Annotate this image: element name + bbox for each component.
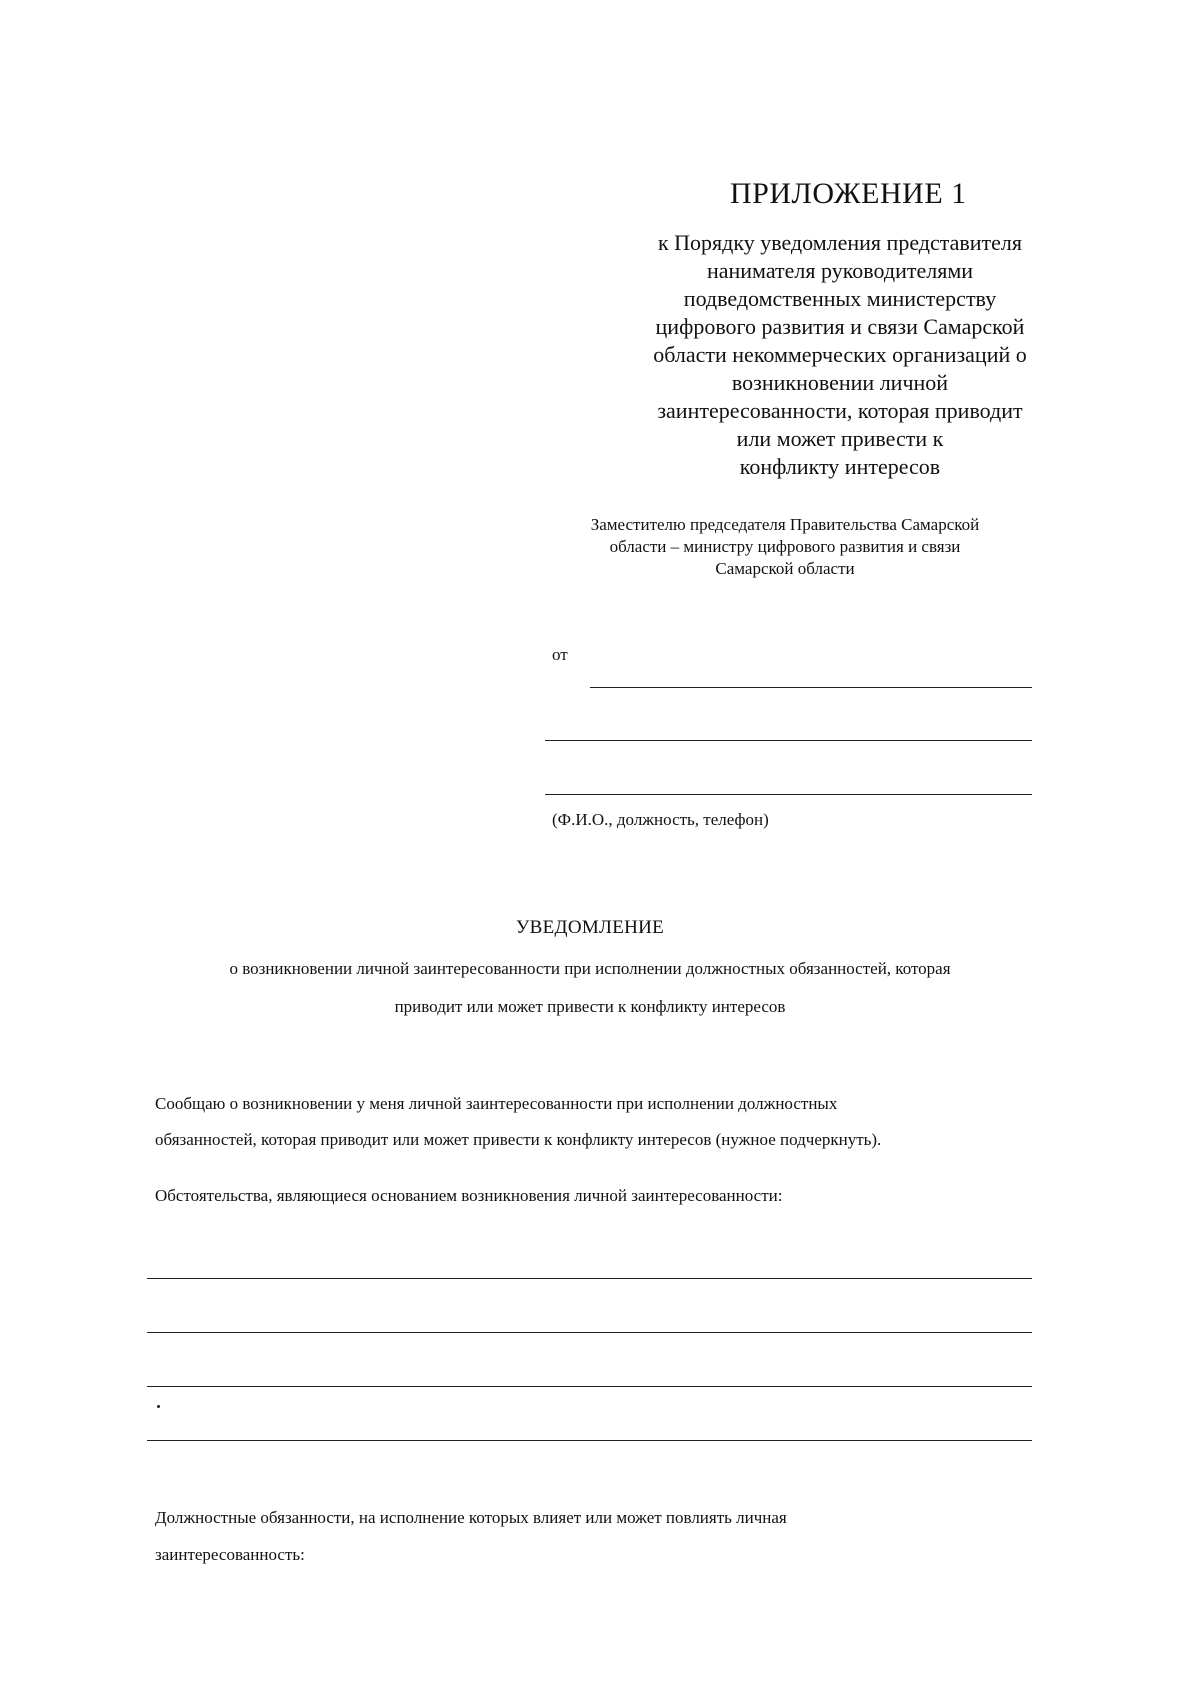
circumstances-label: Обстоятельства, являющиеся основанием возникновения личной заинтересованности: [155,1186,783,1205]
addressee-line: Заместителю председателя Правительства Самарской [590,515,980,534]
statement-line: обязанностей, которая приводит или может привести к конфликту интересов (нужное подчеркнуть). [155,1130,882,1149]
notice-subtitle-line: приводит или может привести к конфликту интересов [394,997,786,1016]
sender-field-1[interactable] [590,665,1032,688]
addressee-line: области – министру цифрового развития и связи [609,537,961,556]
addressee-line: Самарской области [715,559,855,578]
appendix-subtitle-line: конфликту интересов [739,454,941,479]
circumstances-field-3[interactable] [147,1364,1032,1387]
appendix-subtitle-line: возникновении личной [731,370,949,395]
addressee-block [540,514,1030,580]
circumstances-field-4[interactable] [147,1418,1032,1441]
circumstances-field-1[interactable] [147,1256,1032,1279]
appendix-subtitle-line: заинтересованности, которая приводит [657,398,1023,423]
appendix-subtitle-line: подведомственных министерству [683,286,997,311]
appendix-subtitle-line: области некоммерческих организаций о [653,342,1027,367]
appendix-title: ПРИЛОЖЕНИЕ 1 [730,177,967,210]
appendix-subtitle [630,229,1050,481]
appendix-subtitle-line: цифрового развития и связи Самарской [655,314,1025,339]
appendix-subtitle-line: или может привести к [736,426,944,451]
notice-title: УВЕДОМЛЕНИЕ [515,917,665,938]
sender-field-hint: (Ф.И.О., должность, телефон) [552,810,769,829]
duties-label-line: заинтересованность: [155,1545,305,1564]
appendix-subtitle-line: нанимателя руководителями [706,258,974,283]
sender-field-2[interactable] [545,718,1032,741]
scan-artifact-dot [157,1405,160,1408]
statement-line: Сообщаю о возникновении у меня личной заинтересованности при исполнении должностных [155,1094,838,1113]
appendix-subtitle-line: к Порядку уведомления представителя [657,230,1023,255]
notice-subtitle-line: о возникновении личной заинтересованности при исполнении должностных обязанностей, которая [229,959,951,978]
sender-field-3[interactable] [545,772,1032,795]
duties-label-line: Должностные обязанности, на исполнение которых влияет или может повлиять личная [155,1508,787,1527]
from-label: от [552,645,568,664]
circumstances-field-2[interactable] [147,1310,1032,1333]
notice-subtitle [150,950,1030,1026]
